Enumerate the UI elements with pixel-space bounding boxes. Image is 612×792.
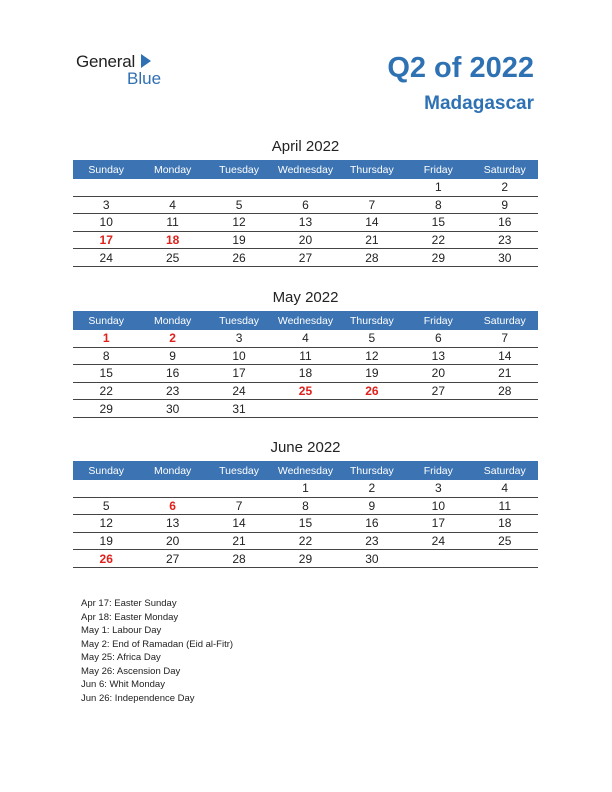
holiday-day-cell: 2 bbox=[139, 330, 205, 347]
weekday-header-row bbox=[73, 461, 538, 480]
weekday-header: Friday bbox=[405, 160, 471, 179]
day-cell: 6 bbox=[405, 330, 471, 347]
day-cell: 1 bbox=[272, 480, 338, 497]
holiday-day-cell: 26 bbox=[73, 550, 139, 568]
weekday-header: Thursday bbox=[339, 160, 405, 179]
day-cell: 7 bbox=[339, 196, 405, 214]
day-cell bbox=[472, 550, 538, 568]
month-title: April 2022 bbox=[271, 138, 340, 155]
weekday-header: Wednesday bbox=[272, 461, 338, 480]
day-cell: 15 bbox=[405, 214, 471, 232]
month-calendar bbox=[73, 137, 538, 267]
holiday-list-item: Jun 6: Whit Monday bbox=[81, 679, 165, 690]
holiday-list bbox=[81, 597, 233, 705]
weekday-header-row bbox=[73, 311, 538, 330]
holiday-list-item: May 26: Ascension Day bbox=[81, 665, 181, 677]
holiday-day-cell: 18 bbox=[139, 231, 205, 249]
day-cell: 15 bbox=[272, 515, 338, 533]
weekday-header: Sunday bbox=[73, 311, 139, 330]
weekday-header: Saturday bbox=[472, 461, 538, 480]
day-cell: 9 bbox=[472, 196, 538, 214]
day-cell bbox=[405, 550, 471, 568]
day-cell: 29 bbox=[272, 550, 338, 568]
holiday-day-cell: 6 bbox=[139, 497, 205, 515]
day-cell: 24 bbox=[206, 382, 272, 400]
month-calendar bbox=[73, 438, 538, 568]
day-cell: 14 bbox=[206, 515, 272, 533]
day-cell: 16 bbox=[339, 515, 405, 533]
day-cell bbox=[472, 400, 538, 418]
holiday-day-cell: 25 bbox=[272, 382, 338, 400]
page-title: Q2 of 2022 bbox=[387, 52, 534, 84]
weekday-header: Thursday bbox=[339, 461, 405, 480]
day-cell: 14 bbox=[472, 347, 538, 365]
day-cell: 25 bbox=[139, 249, 205, 267]
day-cell bbox=[339, 179, 405, 196]
holiday-day-cell: 26 bbox=[339, 382, 405, 400]
weekday-header: Wednesday bbox=[272, 160, 338, 179]
day-cell: 23 bbox=[339, 532, 405, 550]
day-cell: 28 bbox=[472, 382, 538, 400]
day-cell: 4 bbox=[139, 196, 205, 214]
day-cell: 3 bbox=[206, 330, 272, 347]
weekday-header: Tuesday bbox=[206, 160, 272, 179]
logo bbox=[76, 52, 186, 92]
weekday-header: Friday bbox=[405, 311, 471, 330]
holiday-day-cell: 1 bbox=[73, 330, 139, 347]
day-cell: 5 bbox=[73, 497, 139, 515]
day-cell: 21 bbox=[206, 532, 272, 550]
day-cell: 28 bbox=[206, 550, 272, 568]
day-cell: 10 bbox=[405, 497, 471, 515]
day-cell: 8 bbox=[405, 196, 471, 214]
weekday-header: Sunday bbox=[73, 160, 139, 179]
day-cell: 2 bbox=[472, 179, 538, 196]
day-cell: 22 bbox=[405, 231, 471, 249]
day-cell: 17 bbox=[405, 515, 471, 533]
day-cell: 30 bbox=[339, 550, 405, 568]
day-cell bbox=[206, 480, 272, 497]
month-title: May 2022 bbox=[272, 289, 339, 306]
day-cell: 27 bbox=[272, 249, 338, 267]
day-cell: 11 bbox=[139, 214, 205, 232]
holiday-list-item: May 2: End of Ramadan (Eid al-Fitr) bbox=[81, 638, 234, 650]
day-cell: 16 bbox=[472, 214, 538, 232]
day-cell: 7 bbox=[206, 497, 272, 515]
day-cell: 21 bbox=[472, 365, 538, 383]
day-cell bbox=[73, 480, 139, 497]
day-cell: 13 bbox=[139, 515, 205, 533]
day-cell: 3 bbox=[73, 196, 139, 214]
day-cell bbox=[139, 480, 205, 497]
day-cell: 5 bbox=[206, 196, 272, 214]
day-cell: 4 bbox=[272, 330, 338, 347]
week-row bbox=[73, 382, 538, 400]
day-cell: 26 bbox=[206, 249, 272, 267]
day-cell: 21 bbox=[339, 231, 405, 249]
day-cell: 27 bbox=[139, 550, 205, 568]
day-cell: 12 bbox=[339, 347, 405, 365]
day-cell: 23 bbox=[472, 231, 538, 249]
day-cell: 30 bbox=[472, 249, 538, 267]
day-cell: 12 bbox=[206, 214, 272, 232]
week-row bbox=[73, 196, 538, 214]
logo-blue-text: Blue bbox=[127, 69, 162, 88]
day-cell: 8 bbox=[272, 497, 338, 515]
day-cell: 20 bbox=[405, 365, 471, 383]
week-row bbox=[73, 497, 538, 515]
day-cell bbox=[206, 179, 272, 196]
week-row bbox=[73, 214, 538, 232]
week-row bbox=[73, 480, 538, 497]
country-name: Madagascar bbox=[424, 93, 534, 114]
day-cell: 27 bbox=[405, 382, 471, 400]
day-cell: 18 bbox=[272, 365, 338, 383]
week-row bbox=[73, 347, 538, 365]
day-cell: 22 bbox=[272, 532, 338, 550]
week-row bbox=[73, 179, 538, 196]
day-cell: 12 bbox=[73, 515, 139, 533]
weekday-header: Monday bbox=[139, 311, 205, 330]
day-cell: 29 bbox=[73, 400, 139, 418]
day-cell: 2 bbox=[339, 480, 405, 497]
day-cell bbox=[139, 179, 205, 196]
day-cell: 7 bbox=[472, 330, 538, 347]
day-cell bbox=[272, 179, 338, 196]
day-cell: 29 bbox=[405, 249, 471, 267]
day-cell: 13 bbox=[272, 214, 338, 232]
weekday-header: Tuesday bbox=[206, 461, 272, 480]
day-cell bbox=[272, 400, 338, 418]
month-title: June 2022 bbox=[270, 439, 341, 456]
holiday-list-item: May 25: Africa Day bbox=[81, 652, 161, 663]
day-cell: 10 bbox=[73, 214, 139, 232]
weekday-header: Monday bbox=[139, 461, 205, 480]
calendar-grid bbox=[73, 461, 538, 568]
calendar-grid bbox=[73, 160, 538, 267]
day-cell: 4 bbox=[472, 480, 538, 497]
day-cell: 14 bbox=[339, 214, 405, 232]
weekday-header: Saturday bbox=[472, 311, 538, 330]
holiday-list-item: May 1: Labour Day bbox=[81, 625, 162, 636]
week-row bbox=[73, 515, 538, 533]
holiday-day-cell: 17 bbox=[73, 231, 139, 249]
day-cell: 1 bbox=[405, 179, 471, 196]
day-cell: 22 bbox=[73, 382, 139, 400]
day-cell: 23 bbox=[139, 382, 205, 400]
logo-flag-icon bbox=[141, 54, 151, 68]
day-cell: 6 bbox=[272, 196, 338, 214]
day-cell: 17 bbox=[206, 365, 272, 383]
week-row bbox=[73, 550, 538, 568]
day-cell: 30 bbox=[139, 400, 205, 418]
day-cell: 8 bbox=[73, 347, 139, 365]
week-row bbox=[73, 330, 538, 347]
week-row bbox=[73, 365, 538, 383]
day-cell: 10 bbox=[206, 347, 272, 365]
day-cell: 9 bbox=[139, 347, 205, 365]
day-cell: 20 bbox=[139, 532, 205, 550]
day-cell: 20 bbox=[272, 231, 338, 249]
holiday-list-item: Apr 17: Easter Sunday bbox=[81, 598, 177, 609]
day-cell bbox=[405, 400, 471, 418]
day-cell bbox=[339, 400, 405, 418]
day-cell: 9 bbox=[339, 497, 405, 515]
day-cell: 24 bbox=[405, 532, 471, 550]
week-row bbox=[73, 532, 538, 550]
day-cell: 19 bbox=[73, 532, 139, 550]
day-cell: 31 bbox=[206, 400, 272, 418]
day-cell: 19 bbox=[206, 231, 272, 249]
calendar-grid bbox=[73, 311, 538, 418]
weekday-header: Friday bbox=[405, 461, 471, 480]
day-cell: 15 bbox=[73, 365, 139, 383]
day-cell: 5 bbox=[339, 330, 405, 347]
week-row bbox=[73, 400, 538, 418]
day-cell: 3 bbox=[405, 480, 471, 497]
day-cell: 18 bbox=[472, 515, 538, 533]
day-cell bbox=[73, 179, 139, 196]
weekday-header: Sunday bbox=[73, 461, 139, 480]
week-row bbox=[73, 249, 538, 267]
day-cell: 19 bbox=[339, 365, 405, 383]
month-calendar bbox=[73, 288, 538, 418]
weekday-header: Monday bbox=[139, 160, 205, 179]
weekday-header: Thursday bbox=[339, 311, 405, 330]
day-cell: 24 bbox=[73, 249, 139, 267]
holiday-list-item: Jun 26: Independence Day bbox=[81, 692, 195, 704]
week-row bbox=[73, 231, 538, 249]
day-cell: 11 bbox=[472, 497, 538, 515]
day-cell: 28 bbox=[339, 249, 405, 267]
day-cell: 25 bbox=[472, 532, 538, 550]
day-cell: 13 bbox=[405, 347, 471, 365]
weekday-header: Saturday bbox=[472, 160, 538, 179]
holiday-list-item: Apr 18: Easter Monday bbox=[81, 611, 179, 623]
weekday-header-row bbox=[73, 160, 538, 179]
logo-general-text: General bbox=[76, 52, 136, 71]
day-cell: 16 bbox=[139, 365, 205, 383]
weekday-header: Wednesday bbox=[272, 311, 338, 330]
weekday-header: Tuesday bbox=[206, 311, 272, 330]
day-cell: 11 bbox=[272, 347, 338, 365]
